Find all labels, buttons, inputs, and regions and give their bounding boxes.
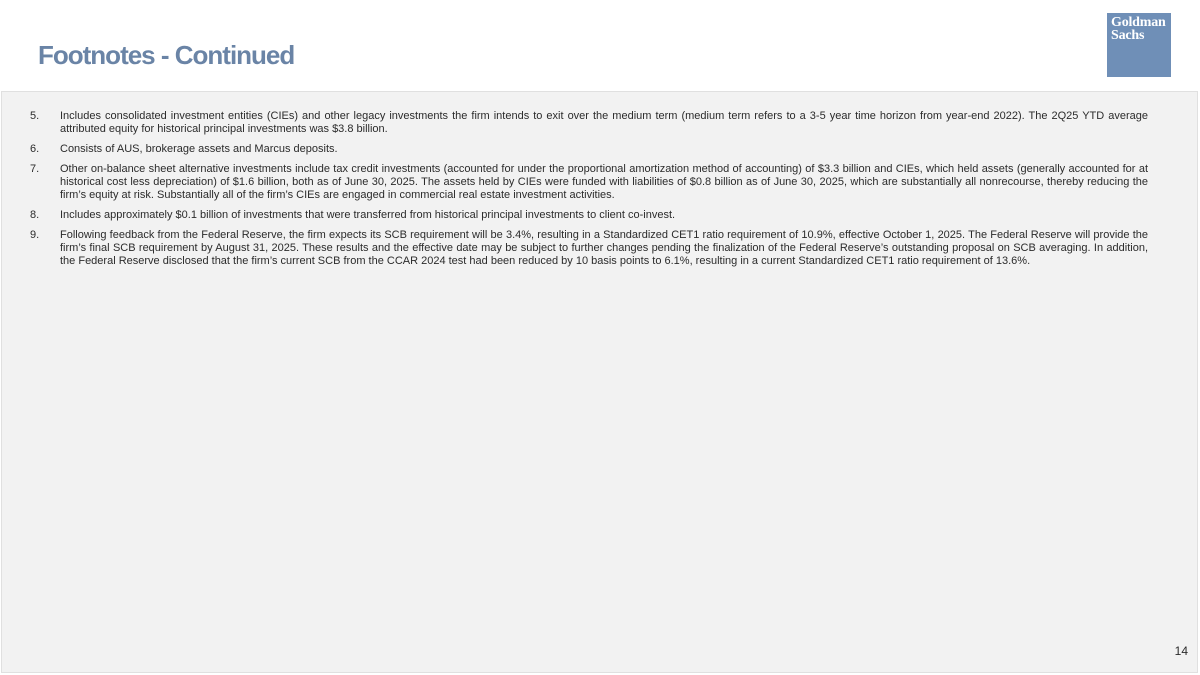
footnote-text: Following feedback from the Federal Reserve, the firm expects its SCB requirement will be 3.4%, resulting in a Standardized CET1 ratio requirement of 10.9%, effective October 1, 2025. The Federal Reserve will provide the firm’s final SCB requirement by August 31, 2025. These results and the effective date may be subject to further changes pending the finalization of the Federal Reserve’s outstanding proposal on SCB averaging. In addition, the Federal Reserve disclosed that the firm’s current SCB from the CCAR 2024 test had been reduced by 10 basis points to 6.1%, resulting in a current Standardized CET1 ratio requirement of 13.6%. bbox=[60, 229, 1148, 267]
logo-text-line-2: Sachs bbox=[1111, 28, 1145, 43]
page-number: 14 bbox=[1174, 644, 1188, 658]
footnote-number: 9. bbox=[30, 229, 40, 241]
footnote-item bbox=[30, 229, 1148, 268]
footnote-number: 8. bbox=[30, 209, 40, 221]
footnote-text: Includes approximately $0.1 billion of investments that were transferred from historical principal investments to client co-invest. bbox=[60, 209, 676, 221]
footnote-number: 5. bbox=[30, 110, 40, 122]
logo-text-line-1: Goldman bbox=[1111, 15, 1166, 30]
footnote-item bbox=[30, 110, 1148, 136]
footnote-item bbox=[30, 163, 1148, 202]
footnotes-list bbox=[30, 110, 1148, 275]
goldman-sachs-logo bbox=[1107, 13, 1171, 77]
footnote-number: 7. bbox=[30, 163, 40, 175]
footnote-text: Consists of AUS, brokerage assets and Marcus deposits. bbox=[60, 143, 338, 155]
footnote-item bbox=[30, 209, 1148, 222]
slide-header bbox=[0, 0, 1200, 91]
page-title: Footnotes - Continued bbox=[38, 40, 295, 70]
footnote-number: 6. bbox=[30, 143, 40, 155]
footnote-item bbox=[30, 143, 1148, 156]
footnotes-panel bbox=[1, 91, 1198, 673]
footnote-text: Includes consolidated investment entities (CIEs) and other legacy investments the firm intends to exit over the medium term (medium term refers to a 3-5 year time horizon from year-end 2022). The 2Q25 YTD average attributed equity for historical principal investments was $3.8 billion. bbox=[60, 110, 1148, 135]
footnote-text: Other on-balance sheet alternative investments include tax credit investments (accounted for under the proportional amortization method of accounting) of $3.3 billion and CIEs, which held assets (generally accounted for at historical cost less depreciation) of $1.6 billion, both as of June 30, 2025. The assets held by CIEs were funded with liabilities of $0.8 billion as of June 30, 2025, which are substantially all nonrecourse, thereby reducing the firm’s equity at risk. Substantially all of the firm’s CIEs are engaged in commercial real estate investment activities. bbox=[60, 163, 1148, 201]
